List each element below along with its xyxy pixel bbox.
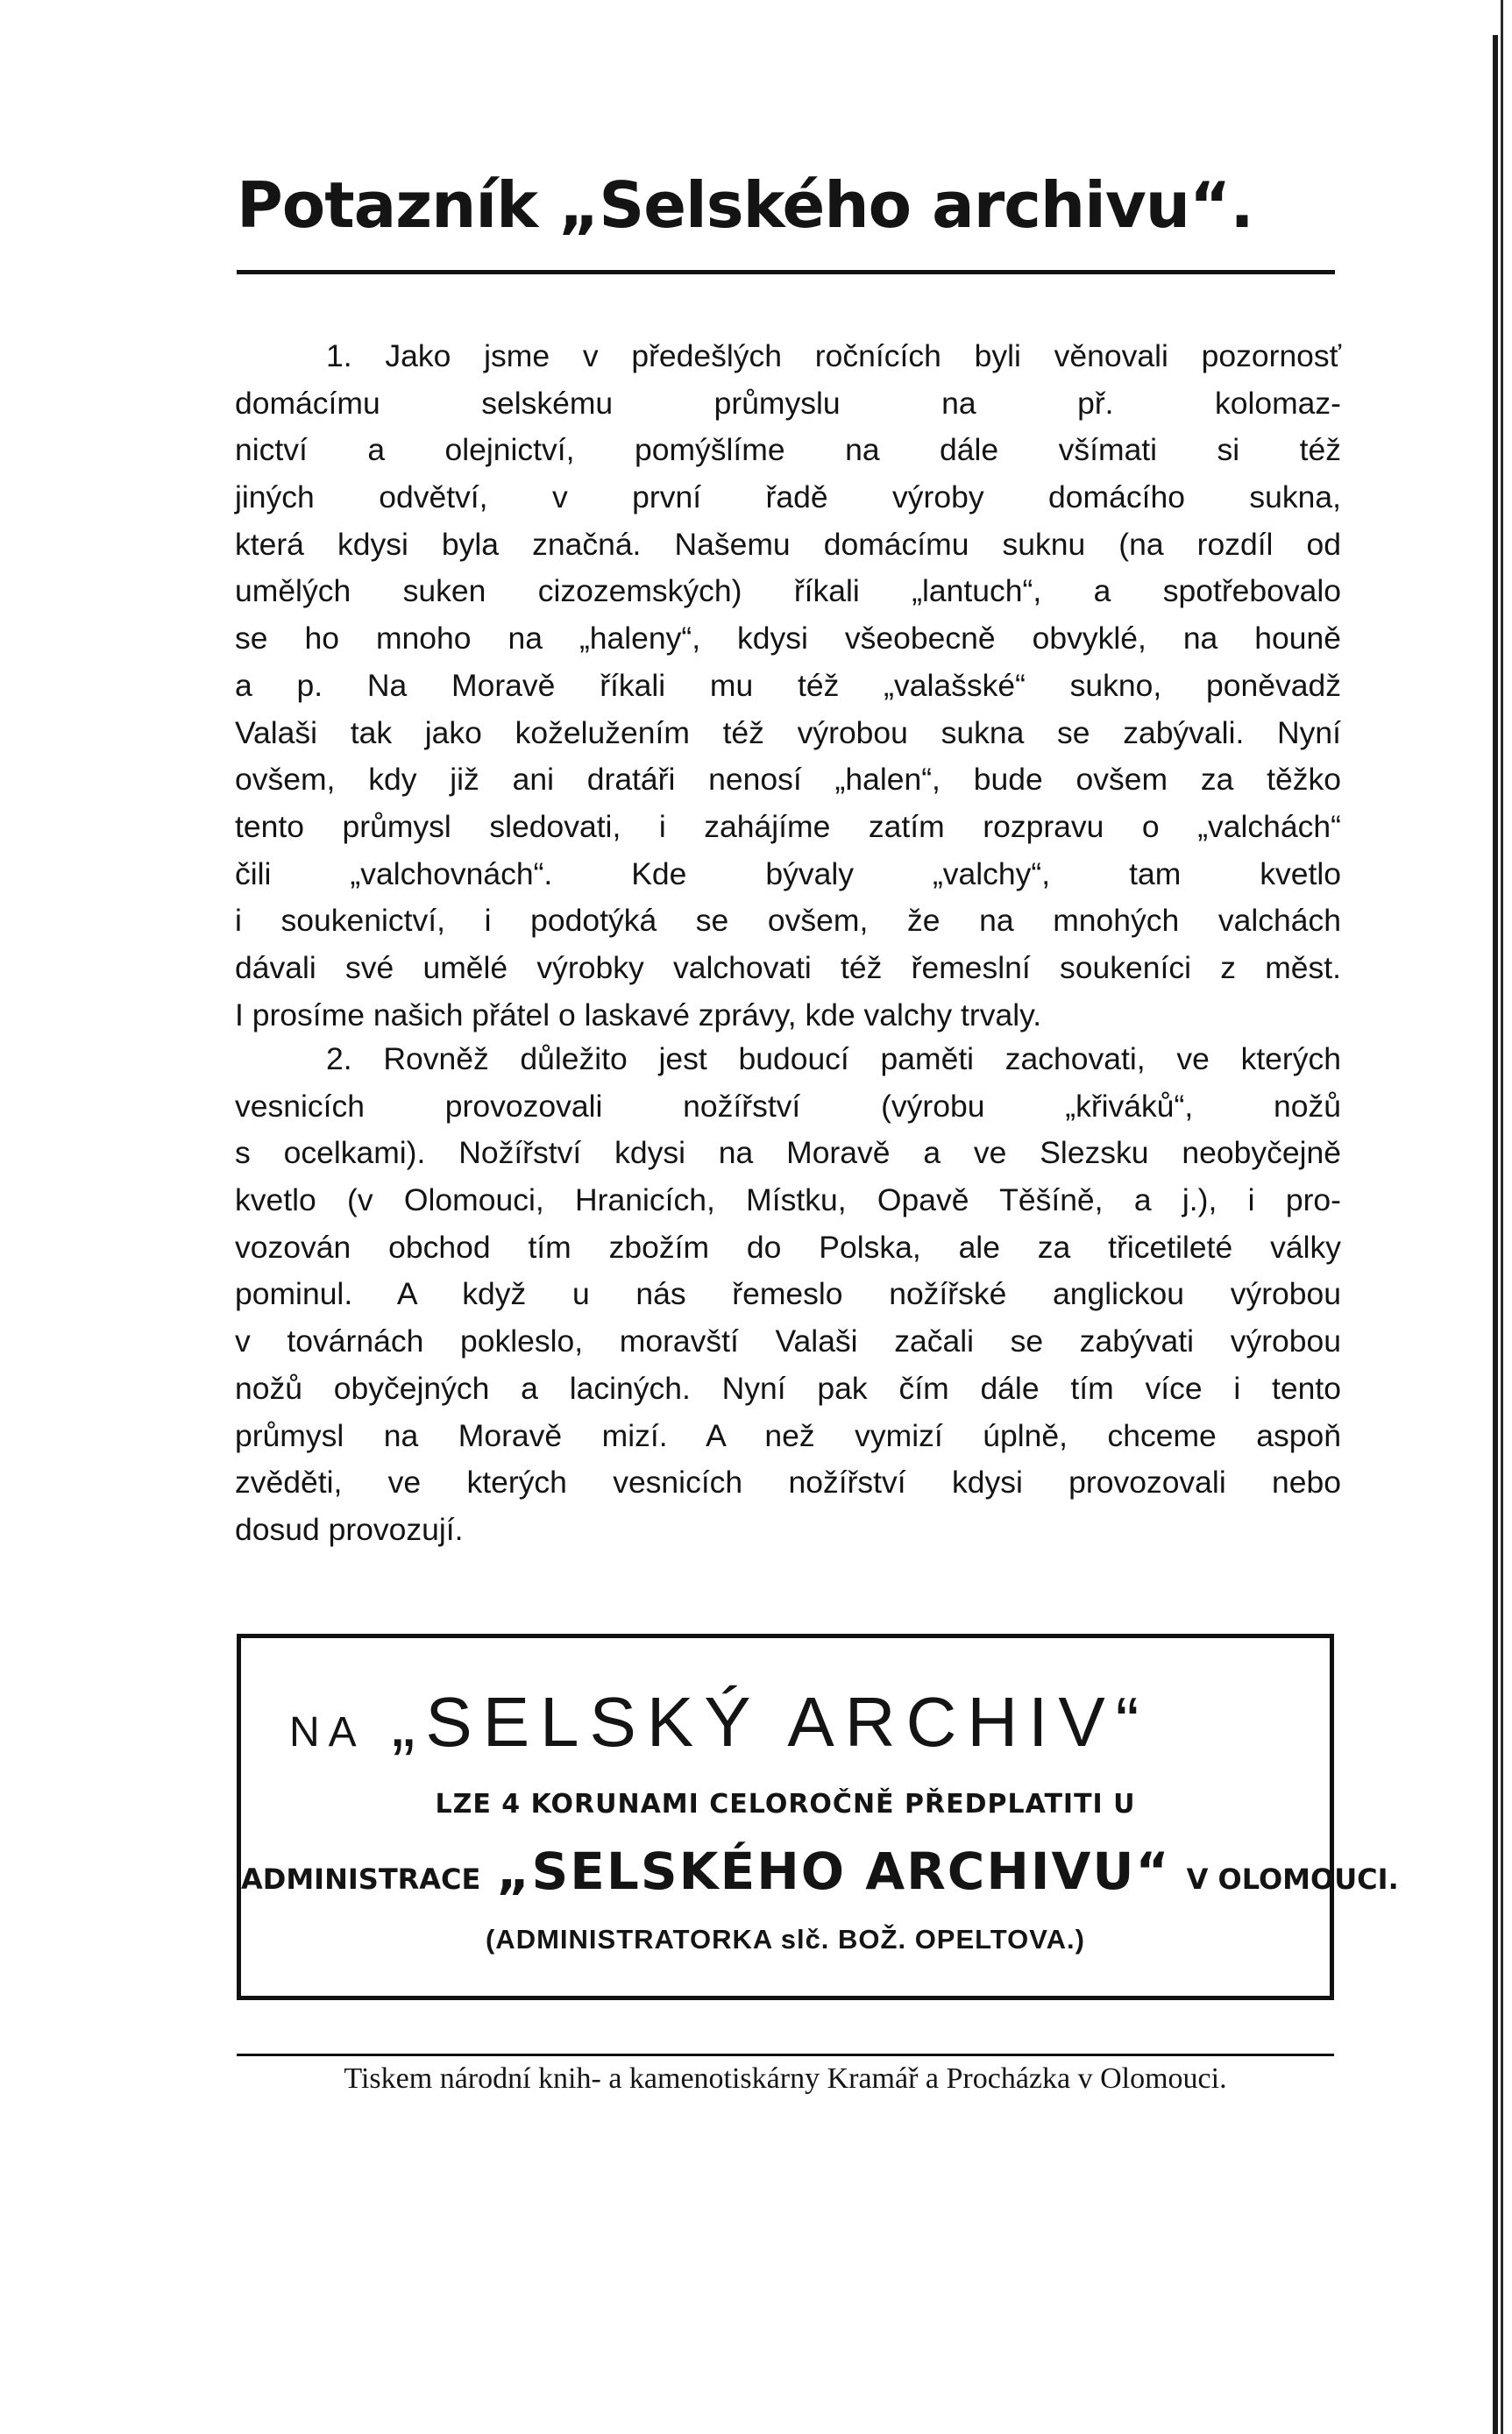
text-line: jiných odvětví, v první řadě výroby domácího sukna,: [235, 479, 1341, 515]
advert-journal-name: „SELSKÝ ARCHIV“: [391, 1683, 1150, 1761]
advert-journal-genitive: „SELSKÉHO ARCHIVU“: [496, 1841, 1171, 1901]
text-line: pominul. A když u nás řemeslo nožířské anglickou výrobou: [235, 1276, 1341, 1312]
text-line: tento průmysl sledovati, i zahájíme zatím rozpravu o „valchách“: [235, 808, 1341, 844]
advert-administration: [241, 1841, 1399, 1901]
text-line: která kdysi byla značná. Našemu domácímu suknu (na rozdíl od: [235, 526, 1341, 562]
text-line: kvetlo (v Olomouci, Hranicích, Místku, Opavě Těšíně, a j.), i pro-: [235, 1182, 1341, 1218]
page-edge-line: [1501, 0, 1503, 2434]
advert-administrace: ADMINISTRACE: [241, 1863, 481, 1896]
page-edge-border: [1493, 35, 1498, 2434]
text-line: umělých suken cizozemských) říkali „lantuch“, a spotřebovalo: [235, 573, 1341, 609]
text-line: čili „valchovnách“. Kde bývaly „valchy“, tam kvetlo: [235, 855, 1341, 891]
text-line: dosud provozují.: [235, 1511, 464, 1547]
advert-subscription-price: LZE 4 KORUNAMI CELOROČNĚ PŘEDPLATITI U: [435, 1789, 1136, 1820]
advert-city: V OLOMOUCI.: [1186, 1863, 1399, 1896]
text-line: a p. Na Moravě říkali mu též „valašské“ sukno, poněvadž: [235, 667, 1341, 703]
text-line: zvěděti, ve kterých vesnicích nožířství kdysi provozovali nebo: [235, 1465, 1341, 1501]
title-underline: [237, 270, 1335, 274]
text-line: 1. Jako jsme v předešlých ročnících byli věnovali pozornosť: [326, 338, 1341, 373]
footer-rule: [237, 2054, 1334, 2056]
printer-imprint: Tiskem národní knih- a kamenotiskárny Kramář a Procházka v Olomouci.: [344, 2062, 1227, 2095]
text-line: nožů obyčejných a laciných. Nyní pak čím dále tím více i tento: [235, 1370, 1341, 1406]
text-line: nictví a olejnictví, pomýšlíme na dále všímati si též: [235, 432, 1341, 468]
text-line: ovšem, kdy již ani dratáři nenosí „halen“, bude ovšem za těžko: [235, 762, 1341, 798]
advert-na: NA: [289, 1709, 366, 1756]
text-line: I prosíme našich přátel o laskavé zprávy, kde valchy trvaly.: [235, 997, 1042, 1032]
text-line: vozován obchod tím zbožím do Polska, ale za třicetileté války: [235, 1229, 1341, 1265]
page-title: Potazník „Selského archivu“.: [237, 168, 1253, 242]
text-line: dávali své umělé výrobky valchovati též řemeslní soukeníci z měst.: [235, 949, 1341, 985]
advert-headline: [289, 1682, 1288, 1763]
paragraph-1: [235, 333, 1341, 1039]
subscription-advert: [237, 1634, 1399, 2000]
advert-administrator: (ADMINISTRATORKA slč. BOŽ. OPELTOVA.): [485, 1924, 1085, 1955]
text-line: 2. Rovněž důležito jest budoucí paměti zachovati, ve kterých: [326, 1041, 1341, 1076]
text-line: domácímu selskému průmyslu na př. kolomaz-: [235, 385, 1341, 421]
text-line: Valaši tak jako koželužením též výrobou sukna se zabývali. Nyní: [235, 714, 1341, 750]
text-line: s ocelkami). Nožířství kdysi na Moravě a ve Slezsku neobyčejně: [235, 1135, 1341, 1171]
text-line: i soukenictví, i podotýká se ovšem, že na mnohých valchách: [235, 903, 1341, 939]
text-line: vesnicích provozovali nožířství (výrobu „křiváků“, nožů: [235, 1088, 1341, 1124]
paragraph-2: [235, 1036, 1341, 1554]
text-line: průmysl na Moravě mizí. A než vymizí úplně, chceme aspoň: [235, 1417, 1341, 1453]
text-line: se ho mnoho na „haleny“, kdysi všeobecně obvyklé, na houně: [235, 621, 1341, 656]
text-line: v továrnách pokleslo, moravští Valaši začali se zabývati výrobou: [235, 1323, 1341, 1359]
